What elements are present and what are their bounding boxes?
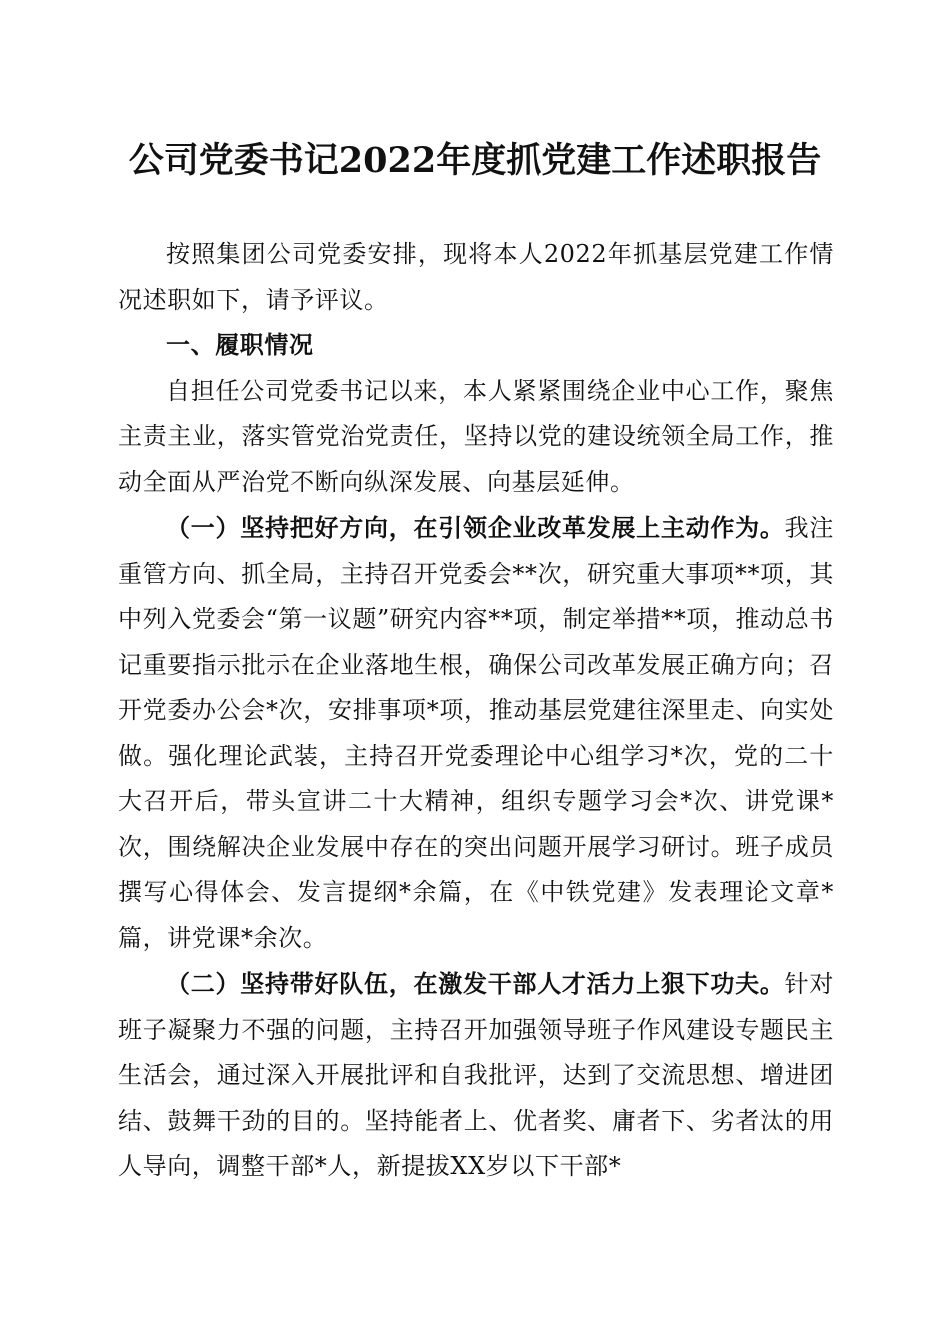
section-heading: 一、履职情况	[166, 331, 314, 359]
document-body	[118, 232, 834, 1190]
subsection-1-lead: （一）坚持把好方向，在引领企业改革发展上主动作为。	[166, 513, 785, 542]
subsection-2-paragraph	[118, 961, 834, 1190]
subsection-1-body: 我注重管方向、抓全局，主持召开党委会**次，研究重大事项**项，其中列入党委会“第一议题”研究内容**项，制定举措**项，推动总书记重要指示批示在企业落地生根，确保公司改革发展正确方向；召开党委办公会*次，安排事项*项，推动基层党建往深里走、向实处做。强化理论武装，主持召开党委理论中心组学习*次，党的二十大召开后，带头宣讲二十大精神，组织专题学习会*次、讲党课*次，围绕解决企业发展中存在的突出问题开展学习研讨。班子成员撰写心得体会、发言提纲*余篇，在《中铁党建》发表理论文章*篇，讲党课*余次。	[118, 514, 835, 952]
section-paragraph: 自担任公司党委书记以来，本人紧紧围绕企业中心工作，聚焦主责主业，落实管党治党责任，坚持以党的建设统领全局工作，推动全面从严治党不断向纵深发展、向基层延伸。	[118, 376, 834, 496]
intro-paragraph: 按照集团公司党委安排，现将本人2022年抓基层党建工作情况述职如下，请予评议。	[118, 240, 834, 314]
subsection-2-body: 针对班子凝聚力不强的问题，主持召开加强领导班子作风建设专题民主生活会，通过深入开展批评和自我批评，达到了交流思想、增进团结、鼓舞干劲的目的。坚持能者上、优者奖、庸者下、劣者汰的用人导向，调整干部*人，新提拔XX岁以下干部*	[118, 970, 835, 1180]
subsection-2-lead: （二）坚持带好队伍，在激发干部人才活力上狠下功夫。	[166, 969, 785, 998]
document-title: 公司党委书记2022年度抓党建工作述职报告	[128, 140, 822, 181]
subsection-1-paragraph	[118, 505, 834, 961]
